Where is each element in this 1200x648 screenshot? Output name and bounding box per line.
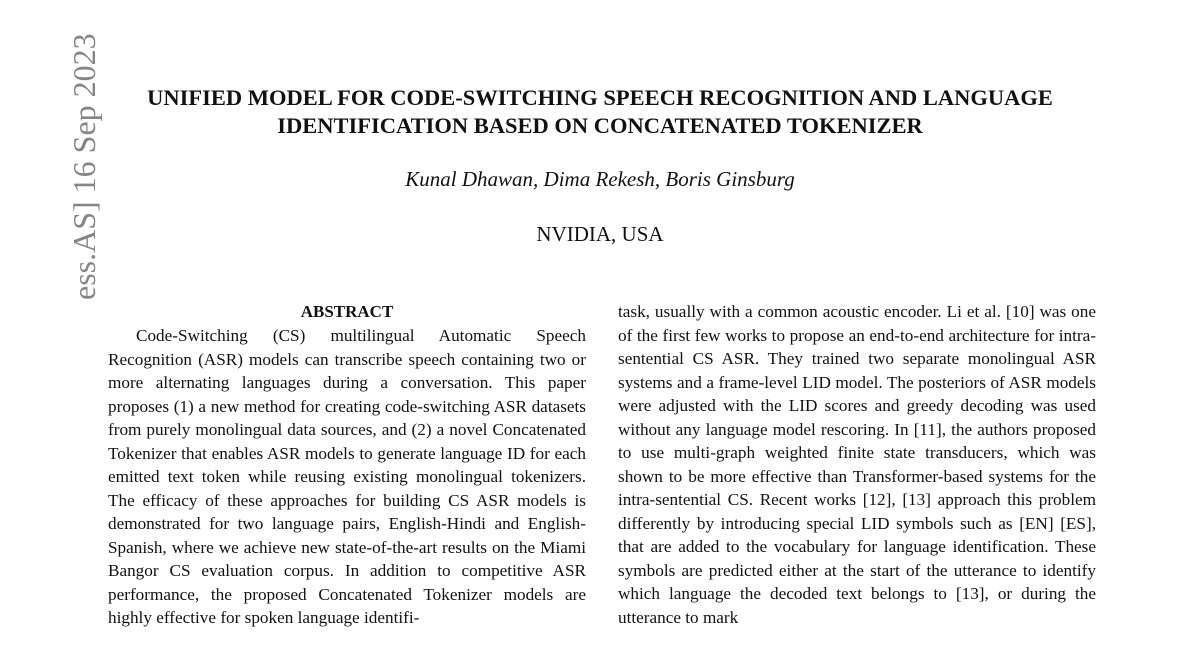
- paper-authors: Kunal Dhawan, Dima Rekesh, Boris Ginsburg: [405, 167, 795, 191]
- title-line-2: IDENTIFICATION BASED ON CONCATENATED TOKENIZER: [277, 113, 923, 138]
- paper-title: [0, 84, 1200, 140]
- abstract-heading: ABSTRACT: [300, 302, 394, 321]
- title-line-1: UNIFIED MODEL FOR CODE-SWITCHING SPEECH RECOGNITION AND LANGUAGE: [147, 85, 1053, 110]
- arxiv-stamp-text: ess.AS] 16 Sep 2023: [66, 33, 102, 300]
- right-column: [618, 300, 1096, 629]
- arxiv-side-stamp: [28, 33, 102, 648]
- left-column: [108, 300, 586, 630]
- intro-body: task, usually with a common acoustic encoder. Li et al. [10] was one of the first few works to propose an end-to-end architecture for intra-sentential CS ASR. They trained two separate monolingual ASR systems and a frame-level LID model. The posteriors of ASR models were adjusted with the LID scores and greedy decoding was used without any language model rescoring. In [11], the authors proposed to use multi-graph weighted finite state transducers, which was shown to be more effective than Transformer-based systems for the intra-sentential CS. Recent works [12], [13] approach this problem differently by introducing special LID symbols such as [EN] [ES], that are added to the vocabulary for language identification. These symbols are predicted either at the start of the utterance to identify which language the decoded text belongs to [13], or during the utterance to mark: [618, 302, 1096, 627]
- abstract-body: Code-Switching (CS) multilingual Automatic Speech Recognition (ASR) models can transcribe speech containing two or more alternating languages during a conversation. This paper proposes (1) a new method for creating code-switching ASR datasets from purely monolingual data sources, and (2) a novel Concatenated Tokenizer that enables ASR models to generate language ID for each emitted text token while reusing existing monolingual tokenizers. The efficacy of these approaches for building CS ASR models is demonstrated for two language pairs, English-Hindi and English-Spanish, where we achieve new state-of-the-art results on the Miami Bangor CS evaluation corpus. In addition to competitive ASR performance, the proposed Concatenated Tokenizer models are highly effective for spoken language identifi-: [108, 326, 586, 627]
- paper-affiliation: NVIDIA, USA: [536, 222, 664, 246]
